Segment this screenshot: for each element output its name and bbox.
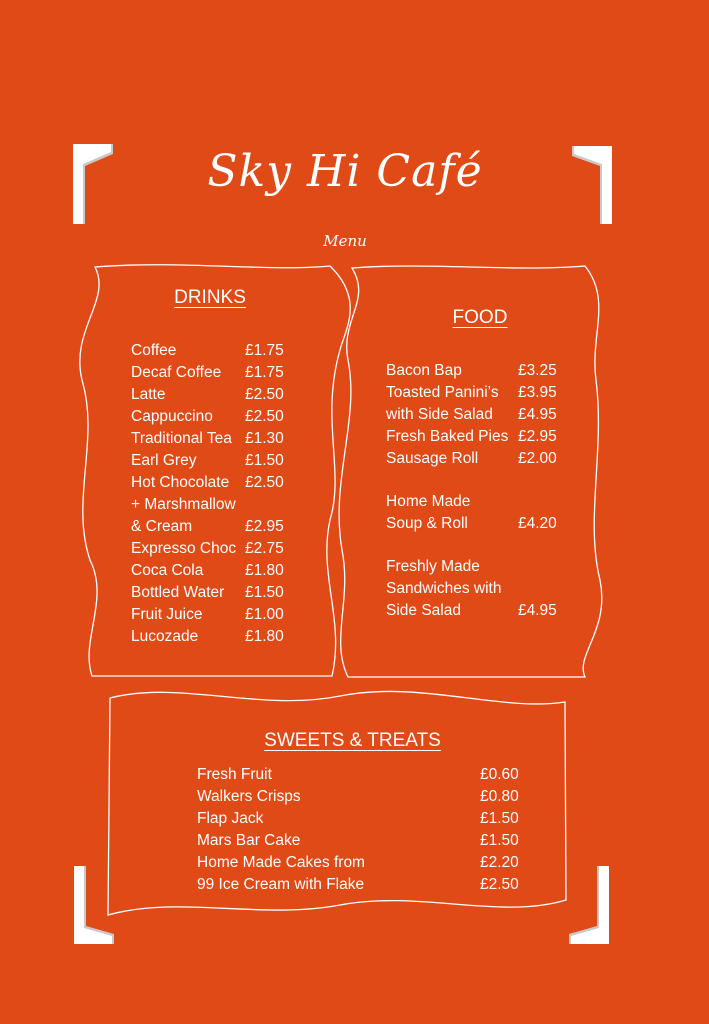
menu-item-price: £1.00 [245,606,284,623]
drinks-list [131,340,301,648]
menu-item-name: + Marshmallow [131,496,236,513]
menu-item [131,626,301,648]
menu-item-price: £2.50 [245,386,284,403]
menu-item [131,384,301,406]
menu-item-price: £4.95 [518,602,557,619]
menu-item-price: £1.30 [245,430,284,447]
menu-item-price: £1.50 [245,452,284,469]
menu-item [386,556,576,578]
corner-bracket-icon-bottom-right [569,866,609,944]
menu-item [131,604,301,626]
menu-item-name: Side Salad [386,602,461,619]
menu-item-price: £2.50 [480,876,519,893]
menu-item-price: £0.60 [480,766,519,783]
menu-item-name: Earl Grey [131,452,197,469]
menu-item-name: Bottled Water [131,584,225,601]
menu-item-price: £1.75 [245,342,284,359]
menu-item-price: £1.75 [245,364,284,381]
menu-item-price: £1.50 [480,810,519,827]
menu-item [131,362,301,384]
menu-item [131,516,301,538]
menu-item-price: £1.80 [245,562,284,579]
menu-item [386,513,576,535]
menu-item-name: Bacon Bap [386,362,462,379]
menu-item [131,472,301,494]
menu-item [197,808,537,830]
menu-item-price: £3.95 [518,384,557,401]
menu-item [386,426,576,448]
food-heading: FOOD [452,307,508,328]
list-spacer [386,535,576,556]
menu-item [197,786,537,808]
menu-item-name: Expresso Choc [131,540,237,557]
menu-item-name: with Side Salad [386,406,493,423]
menu-item-name: Coffee [131,342,177,359]
menu-item [197,830,537,852]
menu-item [131,560,301,582]
sweets-list [197,764,537,896]
menu-item-name: Hot Chocolate [131,474,230,491]
menu-item-price: £4.95 [518,406,557,423]
menu-item-name: Toasted Panini’s [386,384,499,401]
menu-item-name: Home Made [386,493,471,510]
menu-item-name: Fresh Fruit [197,766,272,783]
menu-item [197,874,537,896]
menu-item-name: Mars Bar Cake [197,832,301,849]
menu-item-name: Traditional Tea [131,430,232,447]
menu-item-name: Latte [131,386,166,403]
menu-item-price: £1.80 [245,628,284,645]
menu-item-name: Freshly Made [386,558,480,575]
menu-item-name: Home Made Cakes from [197,854,365,871]
menu-item [131,582,301,604]
menu-item-name: & Cream [131,518,193,535]
menu-item-name: Walkers Crisps [197,788,301,805]
menu-item-name: 99 Ice Cream with Flake [197,876,365,893]
menu-item-price: £2.20 [480,854,519,871]
menu-item-name: Cappuccino [131,408,213,425]
menu-item-name: Lucozade [131,628,199,645]
menu-item [197,764,537,786]
menu-item [131,450,301,472]
menu-item [131,406,301,428]
corner-bracket-icon-bottom-left [74,866,114,944]
menu-item-price: £1.50 [480,832,519,849]
menu-item-price: £2.95 [245,518,284,535]
sweets-heading: SWEETS & TREATS [264,730,441,751]
menu-item [386,360,576,382]
menu-item-name: Fresh Baked Pies [386,428,509,445]
menu-item-name: Sausage Roll [386,450,479,467]
menu-item-price: £2.00 [518,450,557,467]
menu-item-price: £0.80 [480,788,519,805]
menu-item [131,494,301,516]
menu-item [386,491,576,513]
menu-item [386,448,576,470]
menu-item-price: £2.50 [245,408,284,425]
menu-item [386,404,576,426]
menu-item-name: Sandwiches with [386,580,502,597]
menu-item-price: £3.25 [518,362,557,379]
menu-item-price: £2.50 [245,474,284,491]
menu-item-name: Soup & Roll [386,515,468,532]
menu-item [386,600,576,622]
menu-item [131,340,301,362]
menu-item-price: £2.75 [245,540,284,557]
drinks-heading: DRINKS [174,287,246,308]
food-list [386,360,576,622]
menu-item-price: £2.95 [518,428,557,445]
menu-item-price: £1.50 [245,584,284,601]
menu-item-price: £4.20 [518,515,557,532]
cafe-title: Sky Hi Café [207,146,483,197]
menu-item [131,538,301,560]
menu-item-name: Decaf Coffee [131,364,222,381]
menu-item [386,578,576,600]
list-spacer [386,470,576,491]
menu-item [386,382,576,404]
menu-item [197,852,537,874]
menu-item-name: Coca Cola [131,562,204,579]
menu-subtitle: Menu [323,232,367,250]
menu-item-name: Flap Jack [197,810,264,827]
menu-item [131,428,301,450]
menu-item-name: Fruit Juice [131,606,203,623]
